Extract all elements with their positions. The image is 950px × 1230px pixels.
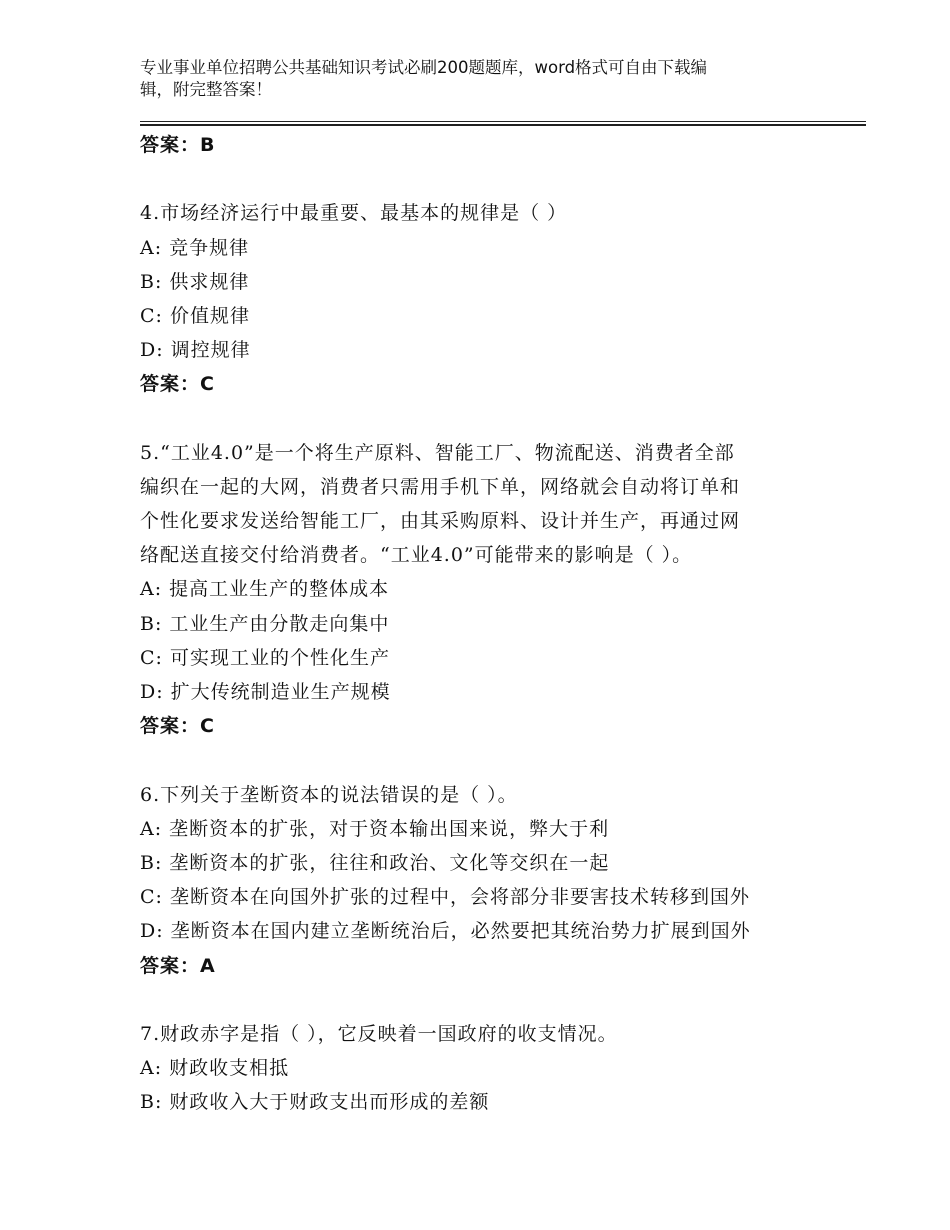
page-header — [140, 57, 780, 101]
spacer — [140, 402, 820, 436]
question-item — [140, 778, 820, 983]
question-item — [140, 1017, 820, 1120]
question-stem: 个性化要求发送给智能工厂，由其采购原料、设计并生产，再通过网 — [140, 510, 741, 533]
option-a: A: 垄断资本的扩张，对于资本输出国来说，弊大于利 — [140, 817, 610, 840]
question-stem: 7.财政赤字是指（ ），它反映着一国政府的收支情况。 — [140, 1022, 618, 1045]
question-stem: 编织在一起的大网，消费者只需用手机下单，网络就会自动将订单和 — [140, 475, 741, 498]
option-d: D: 扩大传统制造业生产规模 — [140, 681, 391, 703]
question-list — [140, 128, 820, 1119]
spacer — [140, 743, 820, 777]
option-d: D: 调控规律 — [140, 339, 251, 362]
header-line: 专业事业单位招聘公共基础知识考试必刷200题题库，word格式可自由下载编 — [140, 58, 708, 77]
option-c: C: 可实现工业的个性化生产 — [140, 646, 390, 669]
option-a: A: 竞争规律 — [140, 236, 250, 259]
question-stem: 6.下列关于垄断资本的说法错误的是（ ）。 — [140, 783, 518, 806]
question-item — [140, 196, 820, 401]
option-a: A: 财政收支相抵 — [140, 1057, 290, 1080]
question-stem: 4.市场经济运行中最重要、最基本的规律是（ ） — [140, 202, 568, 225]
header-divider — [140, 124, 866, 126]
answer-line: 答案：C — [140, 373, 215, 396]
header-line: 辑，附完整答案！ — [140, 80, 272, 99]
spacer — [140, 983, 820, 1017]
option-b: B: 垄断资本的扩张，往往和政治、文化等交织在一起 — [140, 851, 610, 874]
option-a: A: 提高工业生产的整体成本 — [140, 578, 390, 601]
answer-line: 答案：C — [140, 715, 215, 738]
answer-line: 答案：B — [140, 134, 216, 156]
question-item — [140, 436, 820, 744]
option-b: B: 财政收入大于财政支出而形成的差额 — [140, 1091, 490, 1114]
option-d: D: 垄断资本在国内建立垄断统治后，必然要把其统治势力扩展到国外 — [140, 920, 751, 943]
option-b: B: 供求规律 — [140, 270, 250, 293]
spacer — [140, 162, 820, 196]
option-b: B: 工业生产由分散走向集中 — [140, 612, 390, 635]
question-stem: 5.“工业4.0”是一个将生产原料、智能工厂、物流配送、消费者全部 — [140, 441, 735, 464]
option-c: C: 价值规律 — [140, 304, 250, 327]
question-stem: 络配送直接交付给消费者。“工业4.0”可能带来的影响是（ ）。 — [140, 544, 693, 567]
answer-line: 答案：A — [140, 954, 216, 977]
option-c: C: 垄断资本在向国外扩张的过程中，会将部分非要害技术转移到国外 — [140, 886, 750, 909]
header-divider — [140, 121, 866, 122]
